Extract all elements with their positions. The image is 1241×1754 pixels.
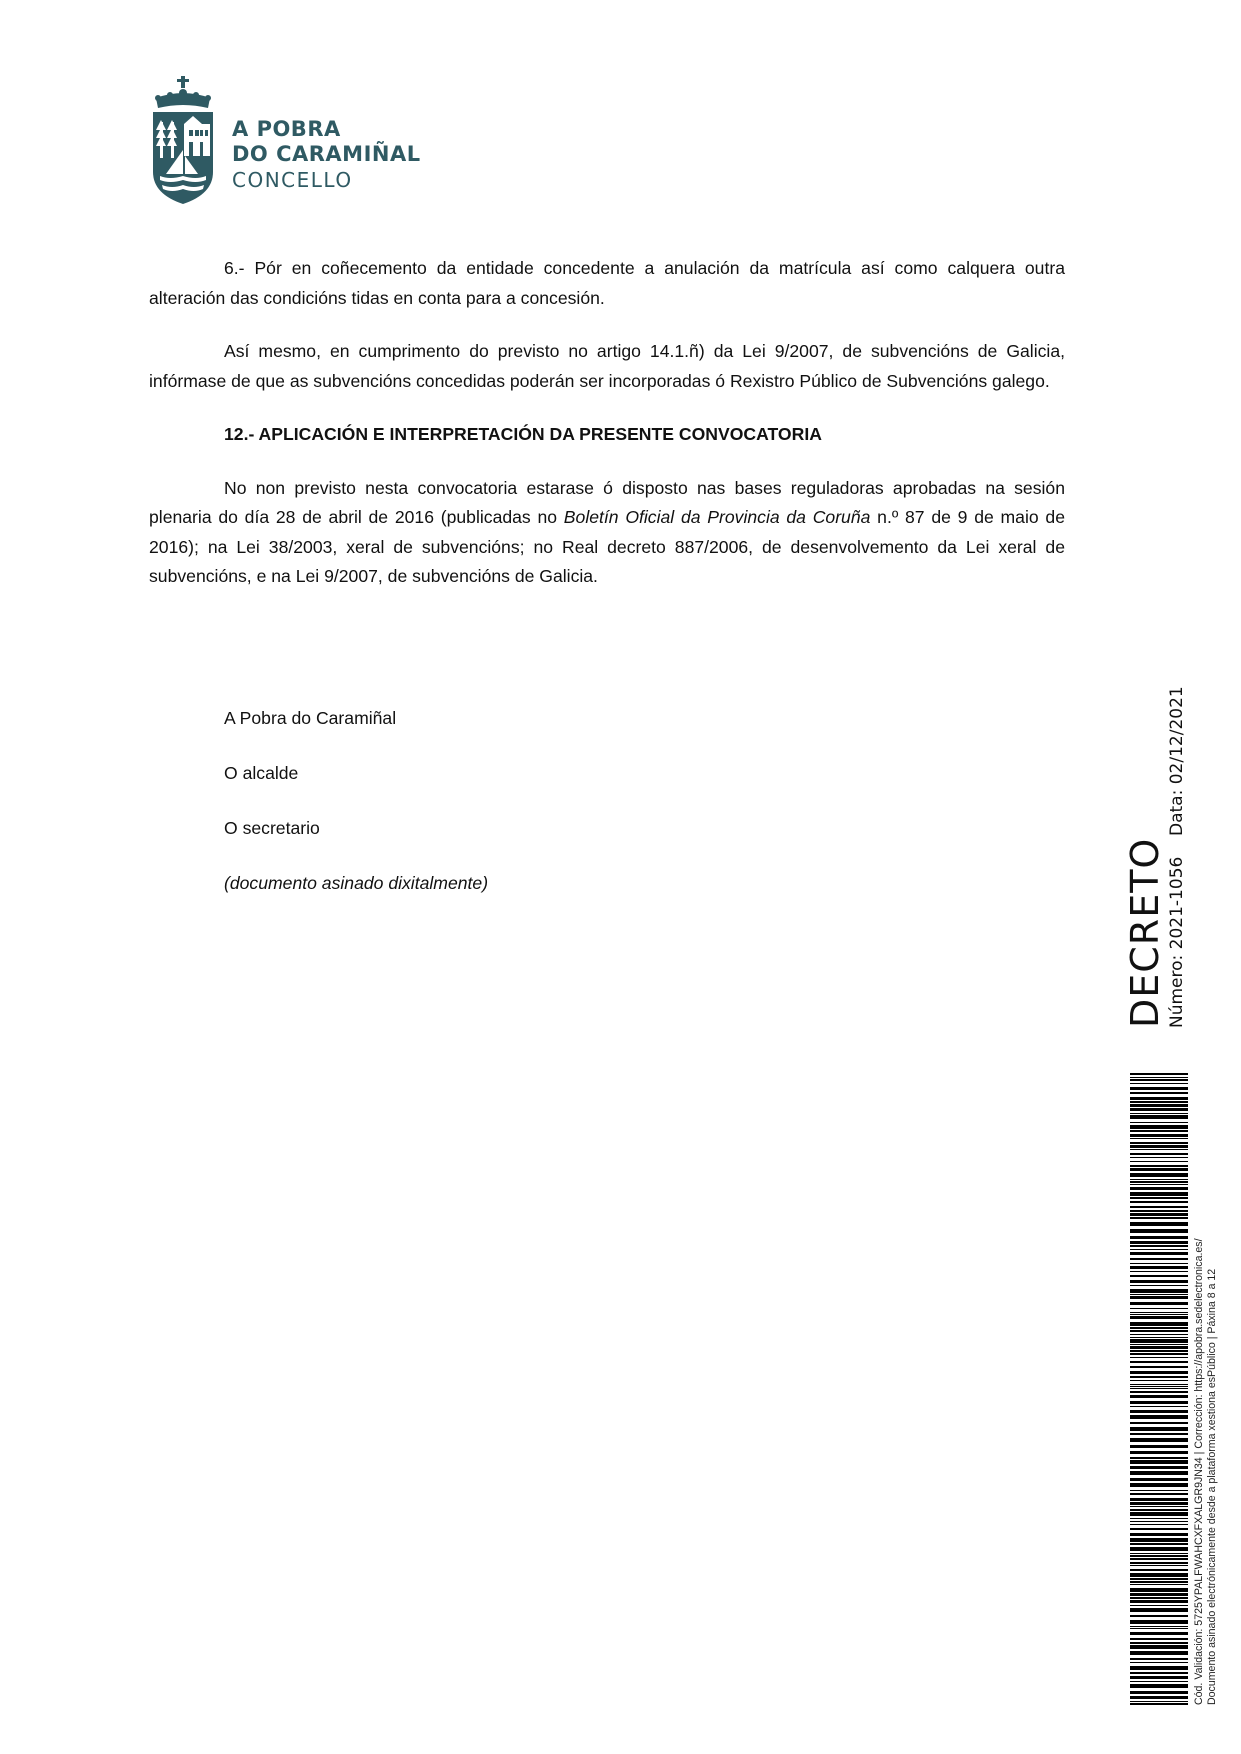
barcode-bar [1130,1302,1188,1305]
barcode-bar [1130,1506,1188,1507]
barcode-bar [1130,1142,1188,1144]
barcode-bar [1130,1104,1188,1107]
barcode-bar [1130,1555,1188,1557]
barcode-bar [1130,1466,1188,1469]
barcode-bar [1130,1632,1188,1635]
barcode-bar [1130,1337,1188,1338]
barcode-bar [1130,1314,1188,1315]
barcode-bar [1130,1626,1188,1627]
barcode-bar [1130,1581,1188,1583]
barcode-bar [1130,1371,1188,1374]
barcode-bar [1130,1638,1188,1640]
barcode-bar [1130,1181,1188,1183]
barcode-bar [1130,1192,1188,1196]
barcode-bar [1130,1427,1188,1431]
document-body [149,254,1065,592]
barcode-bar [1130,1651,1188,1655]
barcode-bar [1130,1184,1188,1185]
barcode-bar [1130,1391,1188,1393]
barcode-bar [1130,1113,1188,1114]
barcode-bar [1130,1471,1188,1475]
barcode-bar [1130,1125,1188,1129]
signature-mayor: O alcalde [224,763,299,783]
barcode-bar [1130,1553,1188,1554]
barcode-bar [1130,1330,1188,1332]
barcode-bar [1130,1201,1188,1203]
barcode-bar [1130,1275,1188,1277]
barcode-bar [1130,1493,1188,1495]
barcode-bar [1130,1388,1188,1389]
barcode-bar [1130,1562,1188,1564]
signature-note: (documento asinado dixitalmente) [224,873,489,893]
barcode-bar [1130,1073,1188,1075]
barcode-bar [1130,1701,1188,1702]
barcode-bar [1130,1165,1188,1167]
barcode-bar [1130,1438,1188,1442]
barcode-bar [1130,1258,1188,1260]
barcode-bar [1130,1521,1188,1522]
barcode-bar [1130,1187,1188,1190]
paragraph-application-text-2: n.º 87 de 9 de maio de 2016); na Lei 38/2003, xeral de subvencións; no Real decreto 887/2006, de desenvolvemento da Lei xeral de subvencións, e na Lei 9/2007, de subvencións de Galicia. [149,507,1065,586]
barcode-bar [1130,1296,1188,1299]
barcode-bar [1130,1406,1188,1407]
barcode-bar [1130,1168,1188,1171]
barcode-bar [1130,1161,1188,1162]
barcode-bar [1130,1252,1188,1255]
barcode-bar [1130,1138,1188,1139]
signature-place: A Pobra do Caramiñal [224,708,397,728]
barcode-bar [1130,1376,1188,1378]
barcode-bar [1130,1344,1188,1345]
barcode-bar [1130,1569,1188,1571]
barcode-bar [1130,1222,1188,1226]
barcode-bar [1130,1645,1188,1649]
barcode-bar [1130,1346,1188,1349]
barcode-bar [1130,1366,1188,1368]
barcode-bar [1130,1620,1188,1624]
barcode-bar [1130,1445,1188,1448]
barcode-bar [1130,1600,1188,1603]
barcode-bar [1130,1101,1188,1103]
barcode-bar [1130,1280,1188,1283]
barcode-bar [1130,1229,1188,1233]
barcode-bar [1130,1512,1188,1516]
barcode-bar [1130,1588,1188,1592]
barcode-bar [1130,1608,1188,1612]
barcode-bar [1130,1384,1188,1385]
barcode-bar [1130,1294,1188,1295]
barcode-bar [1130,1271,1188,1272]
barcode-bar [1130,1210,1188,1212]
barcode-bar [1130,1115,1188,1119]
barcode-bar [1130,1308,1188,1309]
coat-of-arms-logo [150,76,216,206]
barcode-bar [1130,1217,1188,1219]
barcode-bar [1130,1153,1188,1155]
barcode-bar [1130,1518,1188,1519]
decree-date: Data: 02/12/2021 [1167,686,1187,836]
barcode-bar [1130,1173,1188,1177]
barcode-bar [1130,1684,1188,1688]
validation-text [1193,1065,1219,1705]
barcode-bar [1130,1122,1188,1123]
paragraph-application [149,474,1065,592]
barcode-bar [1130,1357,1188,1358]
barcode-bar [1130,1130,1188,1132]
paragraph-item-6: 6.- Pór en coñecemento da entidade concedente a anulación da matrícula así como calquera outra alteración das condicións tidas en conta para a concesión. [149,258,1065,308]
barcode-bar [1130,1593,1188,1596]
barcode-bar [1130,1502,1188,1505]
barcode-bar [1130,1197,1188,1199]
barcode-bar [1130,1179,1188,1180]
barcode-bar [1130,1658,1188,1660]
barcode-bar [1130,1386,1188,1387]
barcode-bar [1130,1628,1188,1629]
bulletin-title: Boletín Oficial da Provincia da Coruña [563,507,871,527]
paragraph-public-registry: Así mesmo, en cumprimento do previsto no artigo 14.1.ñ) da Lei 9/2007, de subvencións de Galicia, infórmase de que as subvencións concedidas poderán ser incorporadas ó Rexistro Público de Subvencións galego. [149,341,1065,391]
barcode-bar [1130,1108,1188,1111]
barcode-bar [1130,1662,1188,1663]
barcode-bar [1130,1433,1188,1435]
barcode-bar [1130,1490,1188,1491]
barcode-bar [1130,1134,1188,1137]
decree-title: DECRETO [1123,837,1167,1028]
barcode-bar [1130,1584,1188,1585]
barcode-bar [1130,1558,1188,1560]
brand-line-1: A POBRA [232,117,341,141]
paragraph-application-text-1: No non previsto nesta convocatoria estarase ó disposto nas bases reguladoras aprobadas na sesión plenaria do día 28 de abril de 2016 (publicadas no [149,477,1065,527]
decree-number: Número: 2021-1056 [1167,856,1187,1028]
barcode-bar [1130,1157,1188,1158]
barcode-bar [1130,1353,1188,1355]
barcode-bar [1130,1097,1188,1100]
barcode-bar [1130,1083,1188,1084]
barcode-bar [1130,1245,1188,1247]
barcode-bar [1130,1573,1188,1577]
barcode-bar [1130,1681,1188,1682]
barcode-bar [1130,1285,1188,1286]
barcode-bar [1130,1597,1188,1599]
barcode-bar [1130,1401,1188,1404]
barcode-bar [1130,1350,1188,1352]
barcode-bar [1130,1565,1188,1566]
barcode-bar [1130,1149,1188,1150]
barcode-bar [1130,1339,1188,1343]
barcode-bar [1130,1415,1188,1419]
barcode-bar [1130,1422,1188,1424]
barcode-bar [1130,1236,1188,1239]
barcode-bar [1130,1361,1188,1363]
barcode-bar [1130,1543,1188,1545]
barcode-bar [1130,1322,1188,1326]
barcode-bar [1130,1241,1188,1244]
barcode-bar [1130,1395,1188,1398]
barcode-bar [1130,1334,1188,1335]
barcode-bar [1130,1249,1188,1250]
barcode-bar [1130,1077,1188,1078]
barcode-bar [1130,1289,1188,1293]
validation-line-1: Cód. Validación: 5725YPALFWAHCXFXALGR9JN34 | Corrección: https://apobra.sedelectronica.es/ [1193,1238,1205,1705]
barcode-bar [1130,1642,1188,1644]
barcode-bar [1130,1703,1188,1705]
barcode-bar [1130,1092,1188,1094]
barcode-bar [1130,1266,1188,1269]
validation-barcode [1130,1073,1188,1705]
barcode-bar [1130,1498,1188,1501]
validation-line-2: Documento asinado electrónicamente desde a plataforma xestiona esPúblico | Páxina 8 a 12 [1206,1268,1218,1705]
barcode-bar [1130,1524,1188,1525]
barcode-bar [1130,1087,1188,1090]
barcode-bar [1130,1691,1188,1694]
barcode-bar [1130,1145,1188,1148]
barcode-bar [1130,1312,1188,1313]
barcode-bar [1130,1316,1188,1319]
signature-secretary: O secretario [224,818,320,838]
barcode-bar [1130,1547,1188,1551]
barcode-bar [1130,1263,1188,1264]
barcode-bar [1130,1672,1188,1674]
barcode-bar [1130,1460,1188,1464]
barcode-bar [1130,1615,1188,1617]
barcode-bar [1130,1478,1188,1481]
barcode-bar [1130,1457,1188,1459]
barcode-bar [1130,1666,1188,1670]
section-heading: 12.- APLICACIÓN E INTERPRETACIÓN DA PRESENTE CONVOCATORIA [224,424,822,444]
barcode-bar [1130,1528,1188,1530]
barcode-bar [1130,1538,1188,1542]
barcode-bar [1130,1451,1188,1454]
barcode-bar [1130,1696,1188,1699]
barcode-bar [1130,1483,1188,1487]
barcode-bar [1130,1578,1188,1580]
brand-name [232,117,421,193]
barcode-bar [1130,1605,1188,1606]
barcode-bar [1130,1509,1188,1511]
brand-line-3: CONCELLO [232,168,353,192]
barcode-bar [1130,1206,1188,1208]
barcode-bar [1130,1676,1188,1679]
barcode-bar [1130,1380,1188,1381]
brand-line-2: DO CARAMIÑAL [232,142,421,166]
barcode-bar [1130,1079,1188,1081]
signature-block [224,704,488,924]
barcode-bar [1130,1533,1188,1536]
barcode-bar [1130,1327,1188,1329]
barcode-bar [1130,1213,1188,1216]
barcode-bar [1130,1410,1188,1413]
